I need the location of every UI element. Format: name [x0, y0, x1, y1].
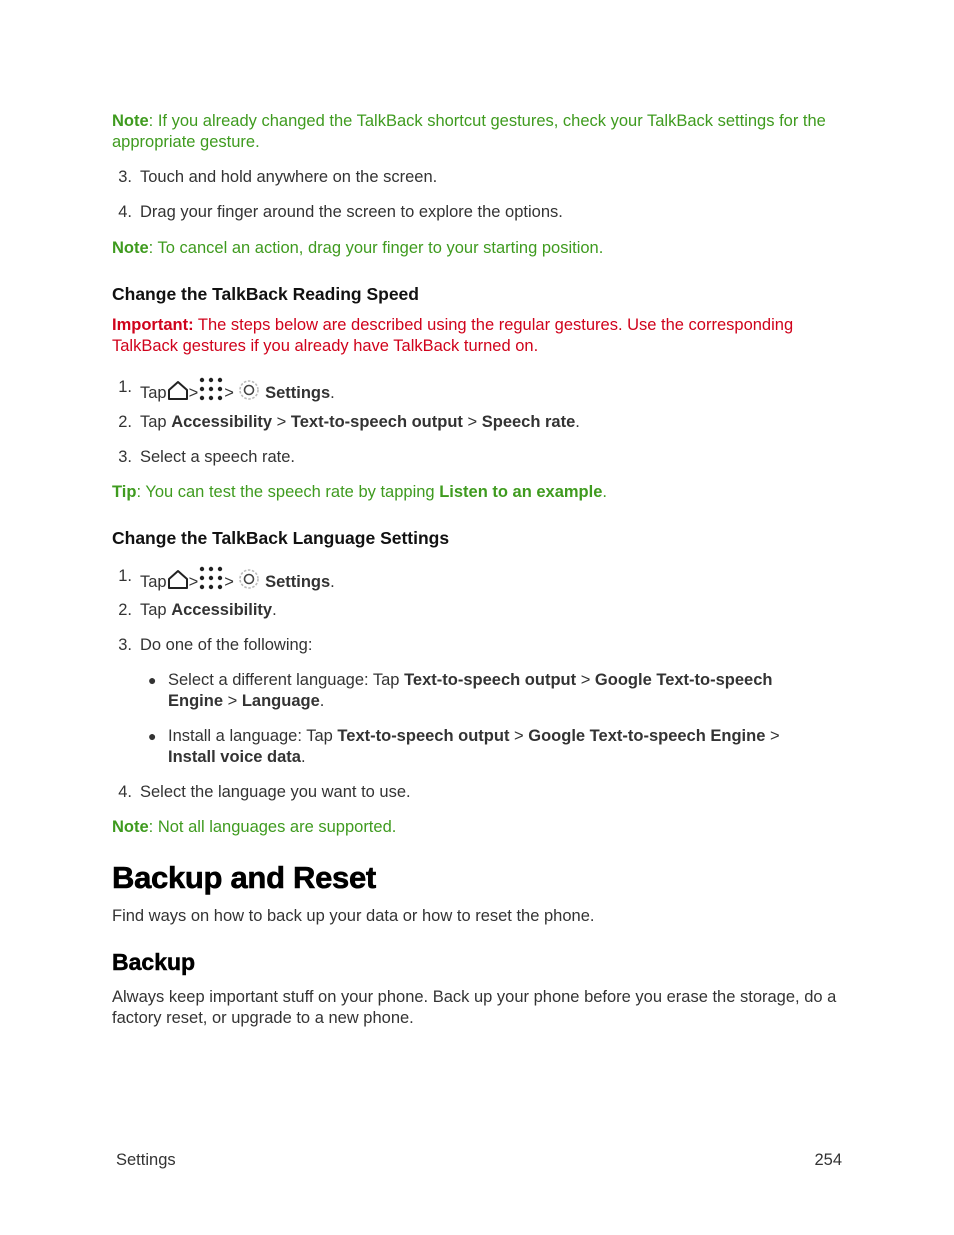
- menu-path-engine: Engine: [168, 692, 224, 710]
- tap-label: Tap: [140, 413, 172, 431]
- step-number: 2.: [118, 601, 132, 619]
- backup-text-continued: factory reset, or upgrade to a new phone.: [112, 1009, 414, 1027]
- step-number: 2.: [118, 413, 132, 431]
- punctuation: .: [330, 384, 335, 402]
- bullet-text: [168, 670, 848, 712]
- separator: >: [272, 413, 291, 431]
- step-text: Select a speech rate.: [140, 448, 296, 466]
- step-number: 4.: [118, 783, 132, 801]
- apps-icon: [198, 377, 224, 407]
- home-icon: [167, 568, 189, 596]
- tip-text: : You can test the speech rate by tapping: [136, 483, 440, 501]
- note-label: Note: [112, 239, 149, 257]
- menu-path-tts-output: Text-to-speech output: [337, 727, 510, 745]
- punctuation: .: [272, 601, 277, 619]
- note-talkback-gestures: [112, 111, 852, 153]
- menu-path-google-tts: Google Text-to-speech: [594, 671, 773, 689]
- separator: >: [765, 727, 780, 745]
- bullet-dot-icon: ●: [148, 672, 157, 688]
- note-languages: [112, 817, 852, 838]
- page-title-backup-reset: Backup and Reset: [112, 860, 376, 895]
- tap-label: Tap: [140, 573, 167, 591]
- tip-label: Tip: [112, 483, 137, 501]
- step-text: [140, 377, 335, 407]
- footer-section-name: Settings: [116, 1151, 176, 1169]
- home-icon: [167, 379, 189, 407]
- important-notice: [112, 315, 852, 357]
- tip-listen-example: Listen to an example: [439, 483, 603, 501]
- note-cancel-action: [112, 238, 852, 259]
- punctuation: .: [300, 748, 306, 766]
- step-text: Drag your finger around the screen to explore the options.: [140, 203, 563, 221]
- tap-label: Tap: [140, 384, 167, 402]
- menu-path-accessibility: Accessibility: [171, 413, 273, 431]
- settings-label: Settings: [265, 384, 331, 402]
- note-text: : If you already changed the TalkBack shortcut gestures, check your TalkBack settings for the: [148, 112, 826, 130]
- backup-reset-intro: Find ways on how to back up your data or how to reset the phone.: [112, 907, 595, 925]
- menu-path-accessibility: Accessibility: [171, 601, 273, 619]
- menu-path-tts-output: Text-to-speech output: [404, 671, 577, 689]
- separator: >: [576, 671, 595, 689]
- important-text-continued: TalkBack gestures if you already have TalkBack turned on.: [112, 337, 539, 355]
- step-text: Select the language you want to use.: [140, 783, 411, 801]
- list-item: [112, 377, 852, 403]
- step-number: 3.: [118, 448, 132, 466]
- step-text: Touch and hold anywhere on the screen.: [140, 168, 438, 186]
- section-heading-language-settings: Change the TalkBack Language Settings: [112, 528, 450, 548]
- step-text: [140, 600, 277, 621]
- note-label: Note: [112, 112, 149, 130]
- menu-path-google-tts-engine: Google Text-to-speech Engine: [528, 727, 766, 745]
- menu-path-speech-rate: Speech rate: [481, 413, 576, 431]
- menu-path-tts-output: Text-to-speech output: [290, 413, 463, 431]
- tap-label: Tap: [140, 601, 172, 619]
- punctuation: .: [602, 483, 607, 501]
- bullet-text: [168, 726, 848, 768]
- separator: >: [224, 384, 234, 402]
- step-text: [140, 412, 580, 433]
- separator: >: [223, 692, 242, 710]
- note-text-continued: appropriate gesture.: [112, 133, 260, 151]
- punctuation: .: [575, 413, 580, 431]
- separator: >: [188, 573, 199, 591]
- backup-text: Always keep important stuff on your phone. Back up your phone before you erase the storage, do a: [112, 988, 837, 1006]
- step-text: Do one of the following:: [140, 636, 313, 654]
- settings-icon: [238, 568, 260, 596]
- bullet-lead: Install a language: Tap: [168, 727, 338, 745]
- note-label: Note: [112, 818, 149, 836]
- settings-icon: [238, 379, 260, 407]
- bullet-lead: Select a different language: Tap: [168, 671, 405, 689]
- settings-label: Settings: [265, 573, 331, 591]
- tip: [112, 482, 852, 503]
- footer-page-number: 254: [814, 1151, 842, 1169]
- apps-icon: [198, 566, 224, 596]
- punctuation: .: [330, 573, 335, 591]
- separator: >: [462, 413, 482, 431]
- step-number: 1.: [118, 567, 132, 585]
- bullet-dot-icon: ●: [148, 728, 157, 744]
- separator: >: [509, 727, 529, 745]
- important-label: Important:: [112, 316, 194, 334]
- note-text: : To cancel an action, drag your finger to your starting position.: [148, 239, 604, 257]
- menu-path-install-voice-data: Install voice data: [168, 748, 301, 766]
- section-title-backup: Backup: [112, 949, 196, 975]
- list-item: [112, 566, 852, 592]
- punctuation: .: [319, 692, 325, 710]
- important-text: The steps below are described using the regular gestures. Use the corresponding: [193, 316, 794, 334]
- menu-path-language: Language: [241, 692, 320, 710]
- separator: >: [188, 384, 199, 402]
- backup-description: [112, 987, 852, 1029]
- separator: >: [224, 573, 234, 591]
- section-heading-reading-speed: Change the TalkBack Reading Speed: [112, 284, 419, 304]
- note-text: : Not all languages are supported.: [148, 818, 397, 836]
- step-number: 4.: [118, 203, 132, 221]
- step-number: 3.: [118, 168, 132, 186]
- step-number: 3.: [118, 636, 132, 654]
- step-number: 1.: [118, 378, 132, 396]
- step-text: [140, 566, 335, 596]
